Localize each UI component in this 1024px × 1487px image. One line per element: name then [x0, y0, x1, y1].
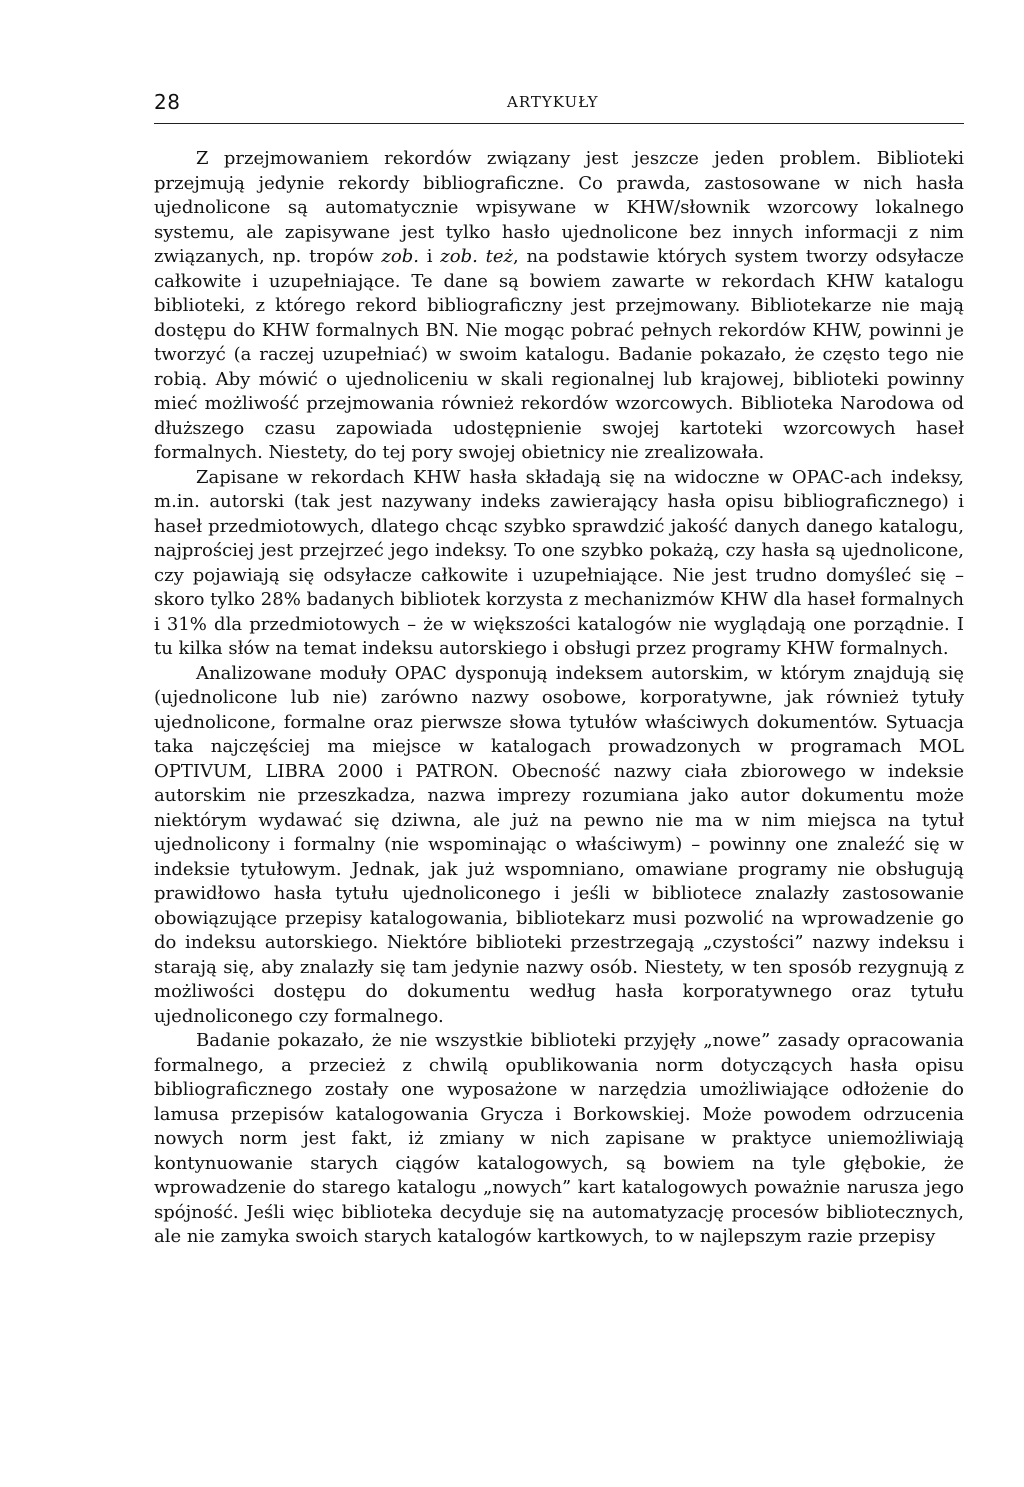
paragraph-1-italic-zob-tez: zob. też: [440, 246, 514, 267]
paragraph-1: [154, 147, 964, 466]
document-page: [154, 88, 964, 1247]
paragraph-1-italic-zob: zob.: [381, 246, 419, 267]
paragraph-1-text-b: i: [418, 246, 441, 267]
page-number: 28: [154, 90, 181, 114]
paragraph-2: Zapisane w rekordach KHW hasła składają się na widoczne w OPAC-ach indeksy, m.in. autorski (tak jest nazywany indeks zawierający hasła opisu bibliograficznego) i haseł przedmiotowych, dlatego chcąc szybko sprawdzić jakość danych danego katalogu, najprościej jest przejrzeć jego indeksy. To one szybko pokażą, czy hasła są ujednolicone, czy pojawiają się odsyłacze całkowite i uzupełniające. Nie jest trudno domyśleć się – skoro tylko 28% badanych bibliotek korzysta z mechanizmów KHW dla haseł formalnych i 31% dla przedmiotowych – że w większości katalogów nie wyglądają one porządnie. I tu kilka słów na temat indeksu autorskiego i obsługi przez programy KHW formalnych.: [154, 466, 964, 659]
running-header: [154, 88, 964, 118]
header-rule: [154, 123, 964, 124]
paragraph-3: Analizowane moduły OPAC dysponują indeksem autorskim, w którym znajdują się (ujednolicone lub nie) zarówno nazwy osobowe, korporatywne, jak również tytuły ujednolicone, formalne oraz pierwsze słowa tytułów właściwych dokumentów. Sytuacja taka najczęściej ma miejsce w katalogach prowadzonych w programach MOL OPTIVUM, LIBRA 2000 i PATRON. Obecność nazwy ciała zbiorowego w indeksie autorskim nie przeszkadza, nazwa imprezy rozumiana jako autor dokumentu może niektórym wydawać się dziwna, ale już na pewno nie ma w nim miejsca na tytuł ujednolicony i formalny (nie wspominając o właściwym) – powinny one znaleźć się w indeksie tytułowym. Jednak, jak już wspomniano, omawiane programy nie obsługują prawidłowo hasła tytułu ujednoliconego i jeśli w bibliotece znalazły zastosowanie obowiązujące przepisy katalogowania, bibliotekarz musi pozwolić na wprowadzenie go do indeksu autorskiego. Niektóre biblioteki przestrzegają „czystości” nazwy indeksu i starają się, aby znalazły się tam jedynie nazwy osób. Niestety, w ten sposób rezygnują z możliwości dostępu do dokumentu według hasła korporatywnego oraz tytułu ujednoliconego czy formalnego.: [154, 662, 964, 1027]
article-body: [154, 147, 964, 1250]
section-title: ARTYKUŁY: [507, 93, 599, 111]
paragraph-4: Badanie pokazało, że nie wszystkie biblioteki przyjęły „nowe” zasady opracowania formalnego, a przecież z chwilą opublikowania norm dotyczących hasła opisu bibliograficznego zostały one wyposażone w narzędzia umożliwiające odłożenie do lamusa przepisów katalogowania Grycza i Borkowskiej. Może powodem odrzucenia nowych norm jest fakt, iż zmiany w nich zapisane w praktyce uniemożliwiają kontynuowanie starych ciągów katalogowych, są bowiem na tyle głębokie, że wprowadzenie do starego katalogu „nowych” kart katalogowych poważnie narusza jego spójność. Jeśli więc biblioteka decyduje się na automatyzację procesów bibliotecznych, ale nie zamyka swoich starych katalogów kartkowych, to w najlepszym razie przepisy: [154, 1030, 964, 1247]
paragraph-1-text-c: , na podstawie których system tworzy odsyłacze całkowite i uzupełniające. Te dane są bowiem zawarte w rekordach KHW katalogu biblioteki, z którego rekord bibliograficzny jest przejmowany. Bibliotekarze nie mają dostępu do KHW formalnych BN. Nie mogąc pobrać pełnych rekordów KHW, powinni je tworzyć (a raczej uzupełniać) w swoim katalogu. Badanie pokazało, że często tego nie robią. Aby mówić o ujednoliceniu w skali regionalnej lub krajowej, biblioteki powinny mieć możliwość przejmowania również rekordów wzorcowych. Biblioteka Narodowa od dłuższego czasu zapowiada udostępnienie swojej kartoteki wzorcowych haseł formalnych. Niestety, do tej pory swojej obietnicy nie zrealizowała.: [154, 246, 964, 463]
paragraph-1-text-a: Z przejmowaniem rekordów związany jest jeszcze jeden problem. Biblioteki przejmują jedynie rekordy bibliograficzne. Co prawda, zastosowane w nich hasła ujednolicone są automatycznie wpisywane w KHW/słownik wzorcowy lokalnego systemu, ale zapisywane jest tylko hasło ujednolicone bez innych informacji z nim związanych, np. tropów: [154, 148, 964, 267]
